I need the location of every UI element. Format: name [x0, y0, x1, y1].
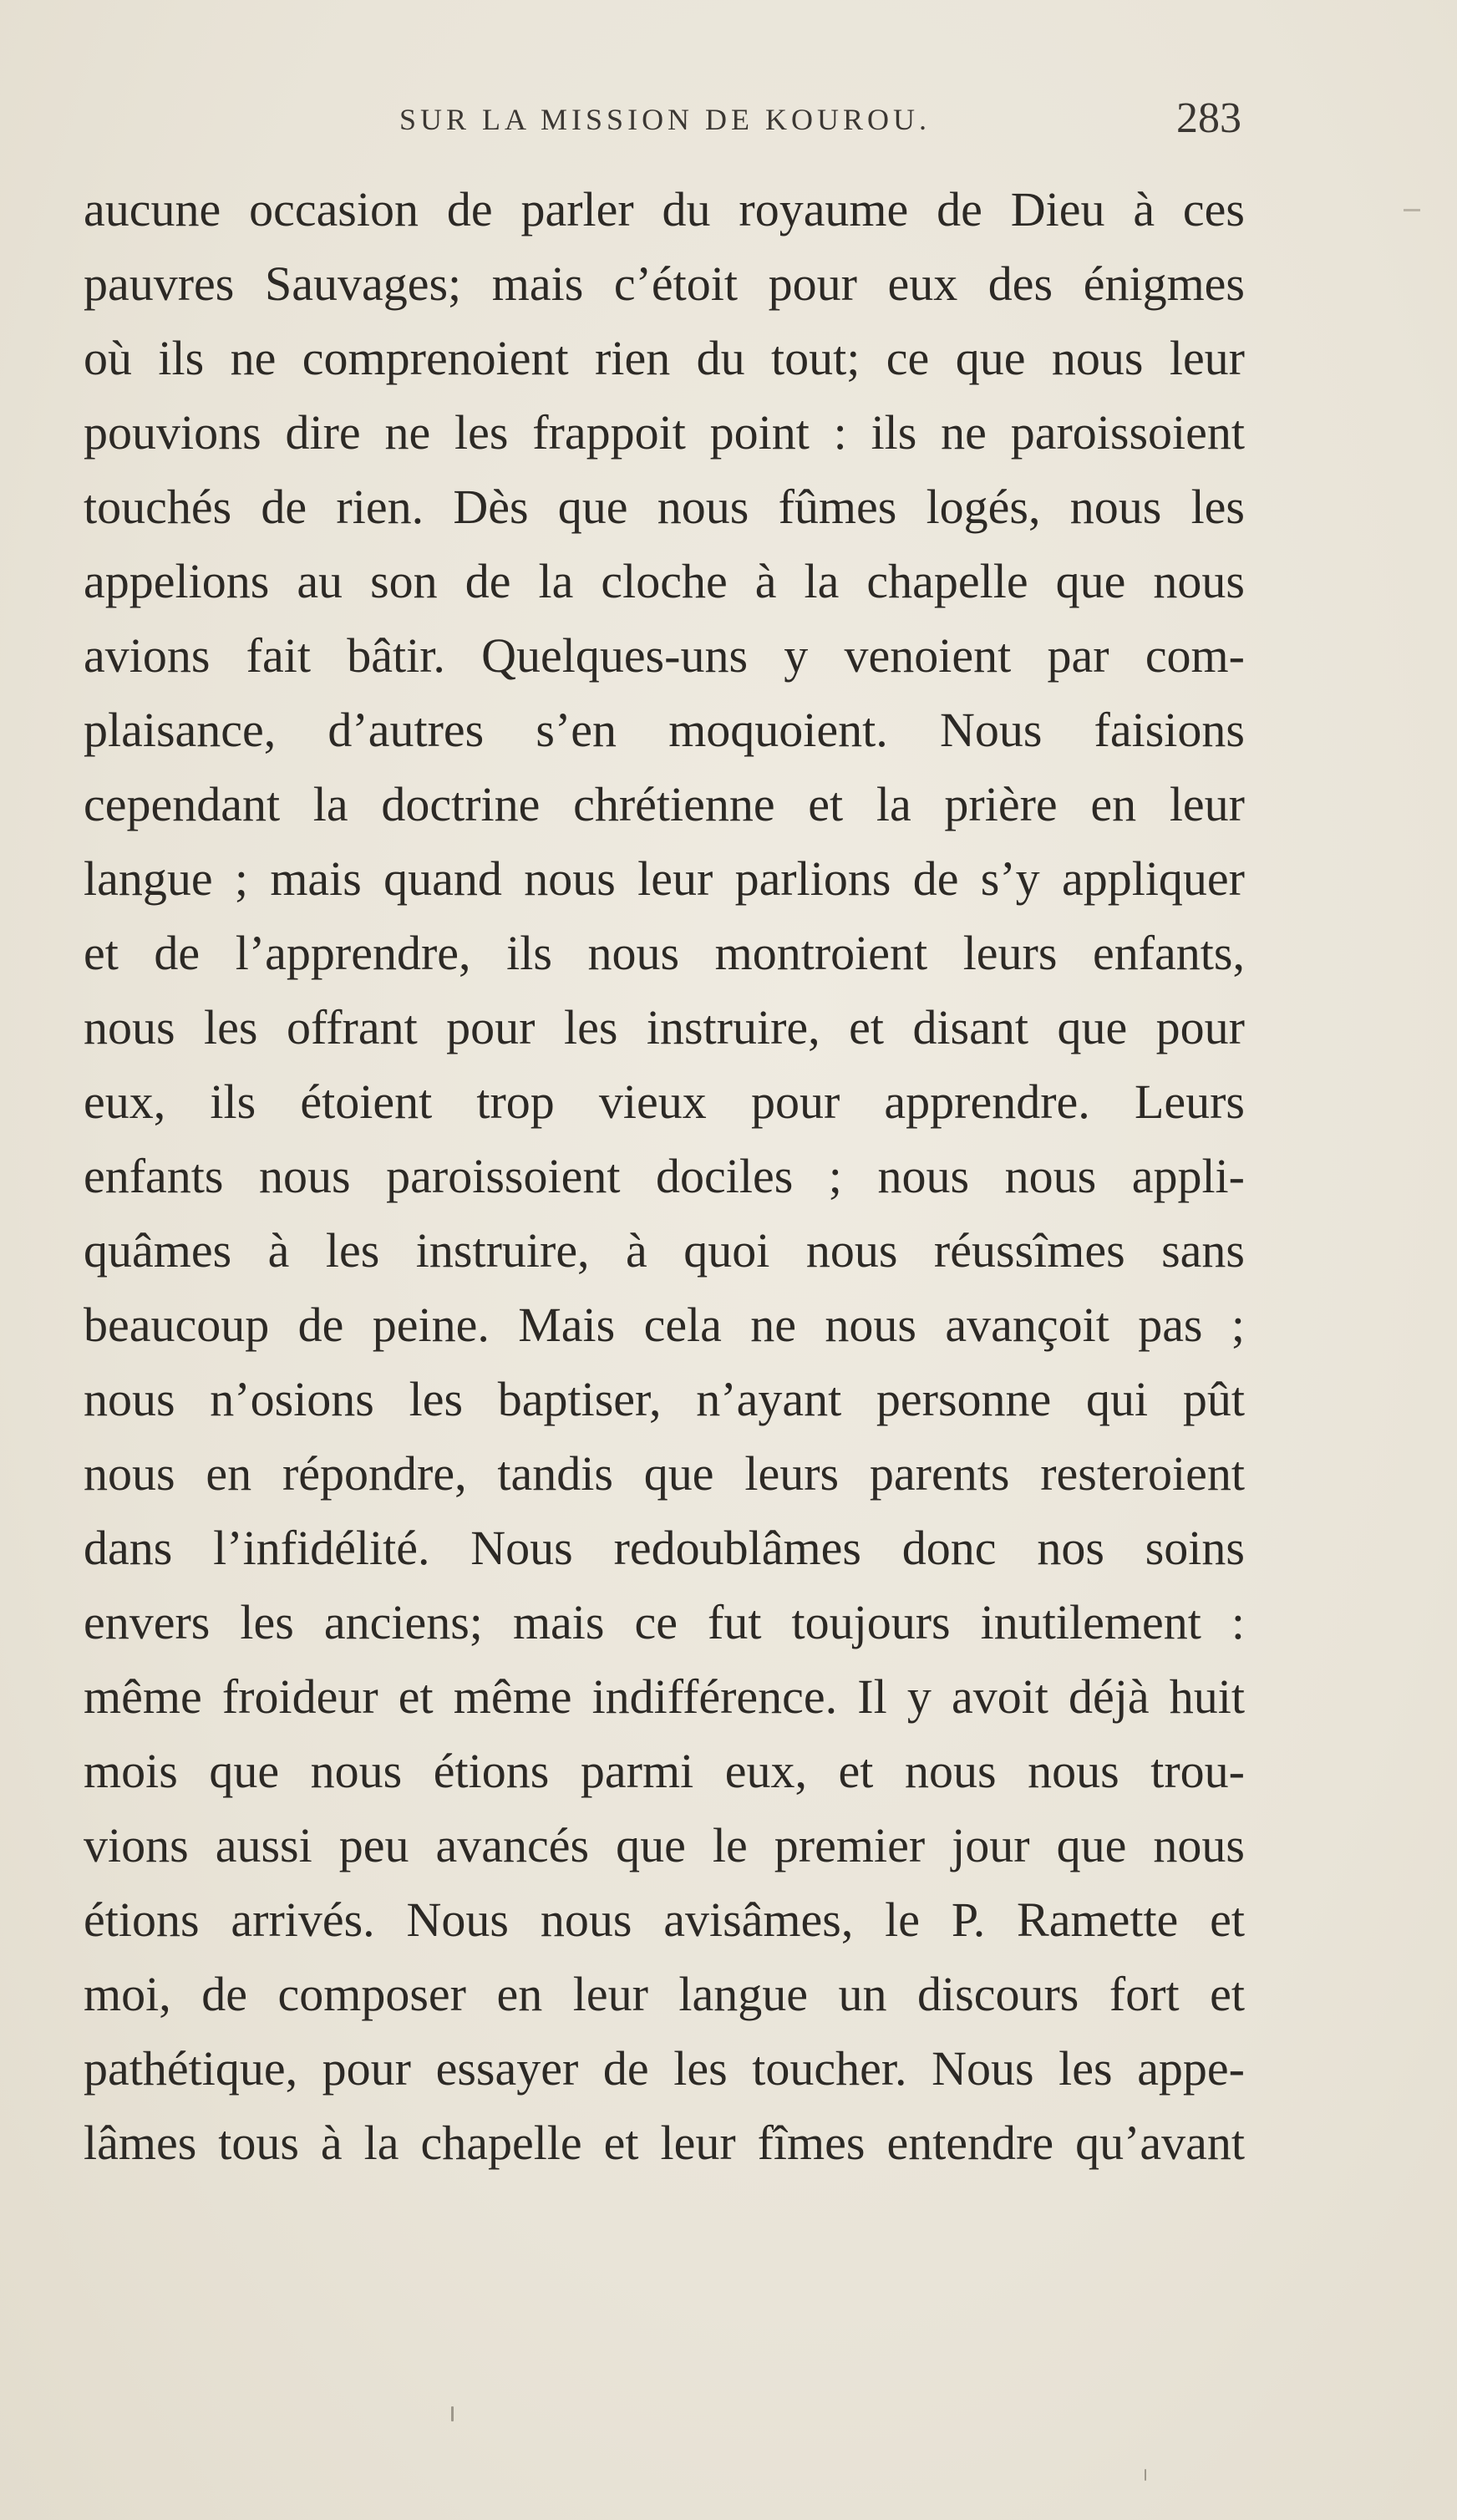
paper-speck — [1145, 2469, 1146, 2481]
text-line: touchés de rien. Dès que nous fûmes logés, nous les — [84, 480, 1245, 534]
text-line: cependant la doctrine chrétienne et la prière en leur — [84, 777, 1245, 831]
text-line: moi, de composer en leur langue un discours fort et — [84, 1967, 1245, 2021]
paper-speck — [451, 2406, 454, 2421]
text-line: pauvres Sauvages; mais c’étoit pour eux des énigmes — [84, 257, 1245, 311]
text-line: eux, ils étoient trop vieux pour apprendre. Leurs — [84, 1075, 1245, 1129]
text-line: vions aussi peu avancés que le premier jour que nous — [84, 1818, 1245, 1872]
text-line: pathétique, pour essayer de les toucher. Nous les appe- — [84, 2041, 1245, 2096]
text-line: plaisance, d’autres s’en moquoient. Nous faisions — [84, 703, 1245, 757]
text-line: où ils ne comprenoient rien du tout; ce que nous leur — [84, 331, 1245, 385]
text-line: et de l’apprendre, ils nous montroient leurs enfants, — [84, 926, 1245, 980]
text-line: dans l’infidélité. Nous redoublâmes donc nos soins — [84, 1521, 1245, 1575]
text-line: aucune occasion de parler du royaume de Dieu à ces — [84, 182, 1245, 236]
margin-mark — [1404, 209, 1420, 211]
text-line: mois que nous étions parmi eux, et nous nous trou- — [84, 1744, 1245, 1798]
text-line: nous en répondre, tandis que leurs parents resteroient — [84, 1446, 1245, 1501]
text-line: enfants nous paroissoient dociles ; nous nous appli- — [84, 1149, 1245, 1203]
text-line: appelions au son de la cloche à la chapelle que nous — [84, 554, 1245, 608]
text-line: envers les anciens; mais ce fut toujours inutilement : — [84, 1595, 1245, 1649]
text-line: avions fait bâtir. Quelques-uns y venoient par com- — [84, 628, 1245, 683]
body-text — [84, 172, 1245, 2180]
text-line: lâmes tous à la chapelle et leur fîmes entendre qu’avant — [84, 2116, 1245, 2170]
running-head: SUR LA MISSION DE KOUROU. — [399, 103, 932, 136]
text-line: pouvions dire ne les frappoit point : ils ne paroissoient — [84, 405, 1245, 460]
text-line: nous les offrant pour les instruire, et disant que pour — [84, 1000, 1245, 1054]
text-line: beaucoup de peine. Mais cela ne nous avançoit pas ; — [84, 1298, 1245, 1352]
text-line: nous n’osions les baptiser, n’ayant personne qui pût — [84, 1372, 1245, 1426]
page-number: 283 — [1176, 94, 1241, 142]
text-line: langue ; mais quand nous leur parlions de s’y appliquer — [84, 851, 1245, 906]
page-header — [84, 94, 1253, 160]
text-line: même froideur et même indifférence. Il y avoit déjà huit — [84, 1669, 1245, 1724]
text-line: quâmes à les instruire, à quoi nous réussîmes sans — [84, 1223, 1245, 1278]
text-line: étions arrivés. Nous nous avisâmes, le P. Ramette et — [84, 1893, 1245, 1947]
